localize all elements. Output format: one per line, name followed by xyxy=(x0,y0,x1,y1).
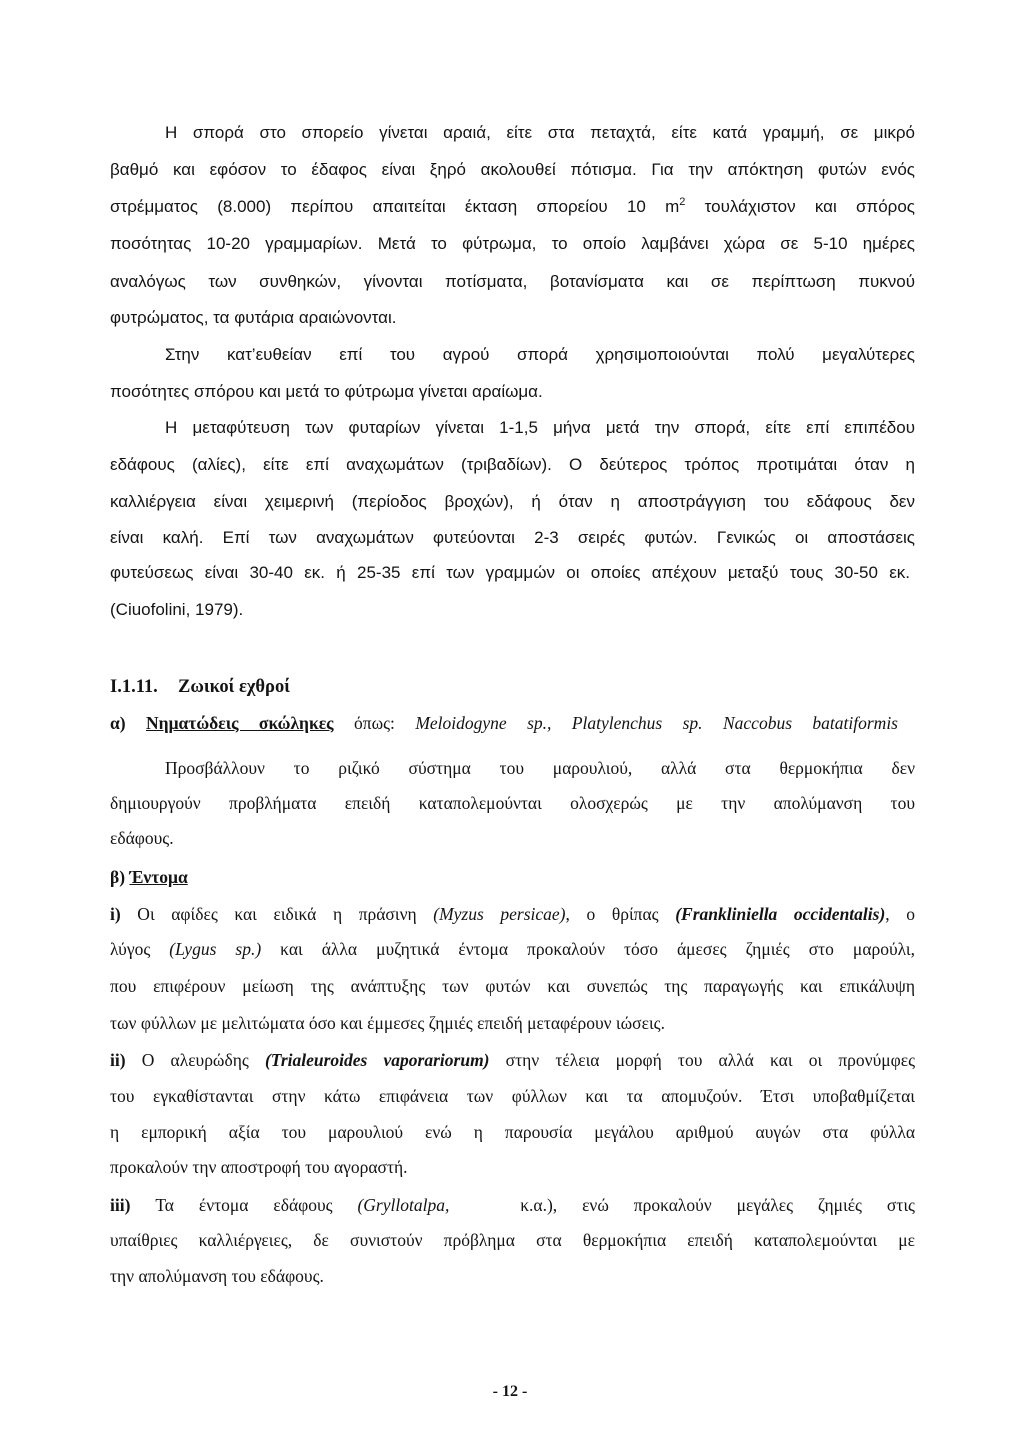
insects-heading-line xyxy=(110,866,915,888)
text-segment: όπως: xyxy=(333,713,416,733)
section-heading xyxy=(110,676,915,698)
nematodes-heading-line xyxy=(110,712,898,734)
text-line: φυτρώματος, τα φυτάρια αραιώνονται. xyxy=(110,308,397,327)
text-line: των φύλλων με μελιτώματα όσο και έμμεσες ζημιές επειδή μεταφέρουν ιώσεις. xyxy=(110,1013,665,1033)
text-line xyxy=(110,1194,915,1216)
species-name: (Myzus persicae) xyxy=(433,904,566,924)
text-line: βαθμό και εφόσον το έδαφος είναι ξηρό ακολουθεί πότισμα. Για την απόκτηση φυτών ενός xyxy=(110,160,915,179)
text-line: Η μεταφύτευση των φυταρίων γίνεται 1-1,5 μήνα μετά την σπορά, είτε επί επιπέδου xyxy=(165,418,915,437)
text-segment: κ.α.), ενώ προκαλούν μεγάλες ζημιές στις xyxy=(495,1195,915,1215)
text-segment: και άλλα μυζητικά έντομα προκαλούν τόσο άμεσες ζημιές στο μαρούλι, xyxy=(261,939,915,959)
text-line: την απολύμανση του εδάφους. xyxy=(110,1266,324,1286)
text-segment: , ο θρίπας xyxy=(565,904,676,924)
text-line xyxy=(110,1049,915,1071)
superscript: 2 xyxy=(679,196,686,208)
text-segment: Τα έντομα εδάφους xyxy=(130,1195,358,1215)
text-line xyxy=(110,196,915,218)
text-line: που επιφέρουν μείωση της ανάπτυξης των φυτών και συνεπώς της παραγωγής και επικάλυψη xyxy=(110,976,915,996)
text-segment: λύγος xyxy=(110,939,170,959)
species-names: Meloidogyne sp., Platylenchus sp. Naccobus batatiformis xyxy=(415,713,898,733)
text-line: Στην κατ’ευθείαν επί του αγρού σπορά χρησιμοποιούνται πολύ μεγαλύτερες xyxy=(165,345,915,364)
species-name: (Gryllotalpa, xyxy=(357,1195,450,1215)
text-line: ποσότητες σπόρου και μετά το φύτρωμα γίνεται αραίωμα. xyxy=(110,382,543,401)
text-line: υπαίθριες καλλιέργειες, δε συνιστούν πρόβλημα στα θερμοκήπια επειδή καταπολεμούνται με xyxy=(110,1230,915,1250)
text-line: Η σπορά στο σπορείο γίνεται αραιά, είτε στα πεταχτά, είτε κατά γραμμή, σε μικρό xyxy=(165,123,915,142)
section-title: Ζωικοί εχθροί xyxy=(178,677,290,697)
text-line: φυτεύσεως είναι 30-40 εκ. ή 25-35 επί των γραμμών οι οποίες απέχουν μεταξύ τους 30-50 εκ. xyxy=(110,563,910,582)
citation: (Ciuofolini, 1979). xyxy=(110,600,244,619)
list-marker: α) xyxy=(110,713,147,733)
text-segment: τουλάχιστον και σπόρος xyxy=(685,197,915,216)
text-segment: Οι αφίδες και ειδικά η πράσινη xyxy=(120,904,434,924)
species-name: (Lygus sp.) xyxy=(169,939,262,959)
list-marker: β) xyxy=(110,867,130,887)
page-number: - 12 - xyxy=(492,1383,528,1400)
text-line: του εγκαθίστανται στην κάτω επιφάνεια των φύλλων και τα απομυζούν. Έτσι υποβαθμίζεται xyxy=(110,1086,915,1106)
text-segment: στρέμματος (8.000) περίπου απαιτείται έκταση σπορείου 10 m xyxy=(110,197,680,216)
text-line: Προσβάλλουν το ριζικό σύστημα του μαρουλιού, αλλά στα θερμοκήπια δεν xyxy=(165,758,915,778)
text-line: είναι καλή. Επί των αναχωμάτων φυτεύονται 2-3 σειρές φυτών. Γενικώς οι αποστάσεις xyxy=(110,528,915,547)
list-marker: i) xyxy=(110,904,121,924)
text-line xyxy=(110,903,915,925)
text-line: προκαλούν την αποστροφή του αγοραστή. xyxy=(110,1157,408,1177)
text-segment: στην τέλεια μορφή του αλλά και οι προνύμφες xyxy=(489,1050,915,1070)
text-line xyxy=(110,938,915,960)
list-marker: ii) xyxy=(110,1050,126,1070)
text-line: ποσότητας 10-20 γραμμαρίων. Μετά το φύτρωμα, το οποίο λαμβάνει χώρα σε 5-10 ημέρες xyxy=(110,234,915,253)
list-marker: iii) xyxy=(110,1195,131,1215)
species-name: (Trialeuroides vaporariorum) xyxy=(264,1050,490,1070)
text-line: εδάφους. xyxy=(110,828,174,848)
subheading-nematodes: Νηματώδεις σκώληκες xyxy=(146,713,334,733)
section-number: I.1.11. xyxy=(110,677,158,697)
blank-gap xyxy=(449,1210,495,1211)
text-line: εδάφους (αλίες), είτε επί αναχωμάτων (τριβαδίων). Ο δεύτερος τρόπος προτιμάται όταν η xyxy=(110,455,915,474)
text-line: αναλόγως των συνθηκών, γίνονται ποτίσματα, βοτανίσματα και σε περίπτωση πυκνού xyxy=(110,272,915,291)
text-line: η εμπορική αξία του μαρουλιού ενώ η παρουσία μεγάλου αριθμού αυγών στα φύλλα xyxy=(110,1122,915,1142)
text-line: δημιουργούν προβλήματα επειδή καταπολεμούνται ολοσχερώς με την απολύμανση του xyxy=(110,793,915,813)
text-segment: Ο αλευρώδης xyxy=(125,1050,265,1070)
subheading-insects: Έντομα xyxy=(129,867,188,887)
text-segment: , ο xyxy=(885,904,916,924)
species-name: (Frankliniella occidentalis) xyxy=(675,904,886,924)
text-line: καλλιέργεια είναι χειμερινή (περίοδος βροχών), ή όταν η αποστράγγιση του εδάφους δεν xyxy=(110,492,915,511)
